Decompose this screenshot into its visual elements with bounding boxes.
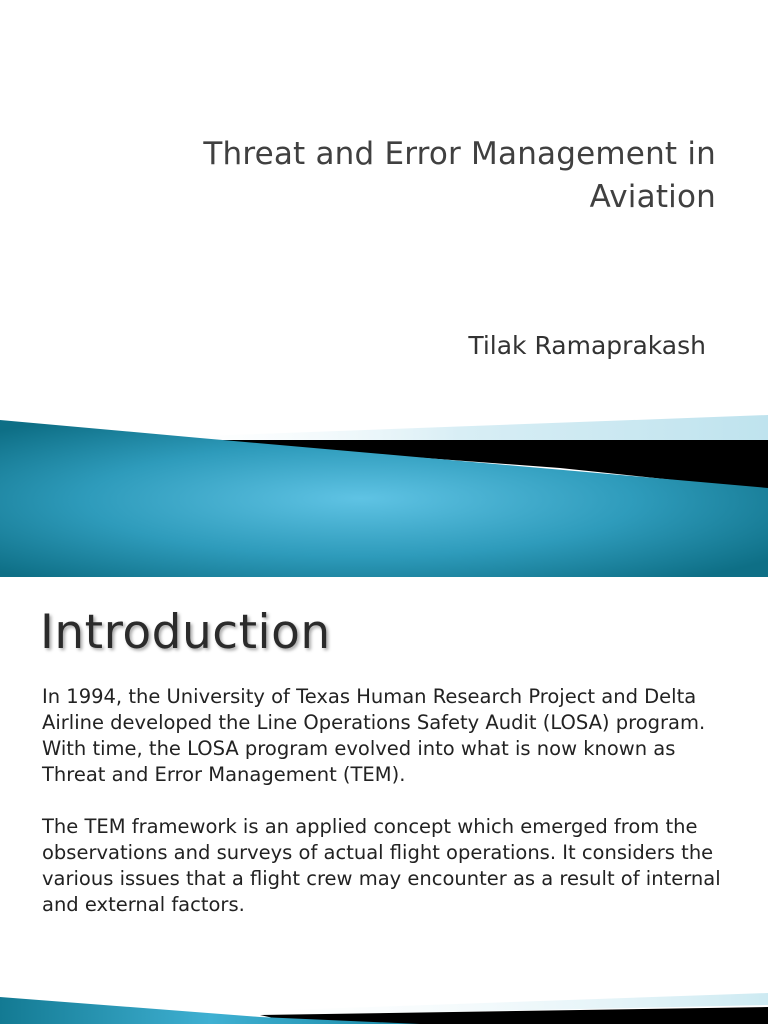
title-line-1: Threat and Error Management in — [203, 136, 716, 172]
slide-body — [42, 684, 742, 944]
introduction-slide — [0, 577, 768, 1024]
body-paragraph-2: The TEM framework is an applied concept which emerged from the observations and surveys of actual flight operations. It considers the various issues that a flight crew may encounter as a result of internal and external factors. — [42, 815, 721, 916]
banner-pale-stripe — [150, 415, 768, 440]
title-line-2: Aviation — [589, 179, 716, 215]
slide-heading: Introduction — [40, 605, 331, 660]
author-name: Tilak Ramaprakash — [468, 331, 706, 360]
decorative-bottom-banner — [0, 985, 768, 1024]
presentation-title — [203, 133, 716, 219]
body-paragraph-1: In 1994, the University of Texas Human Research Project and Delta Airline developed the Line Operations Safety Audit (LOSA) program. With time, the LOSA program evolved into what is now known as Threat and Error Management (TEM). — [42, 685, 706, 786]
decorative-banner — [0, 410, 768, 577]
